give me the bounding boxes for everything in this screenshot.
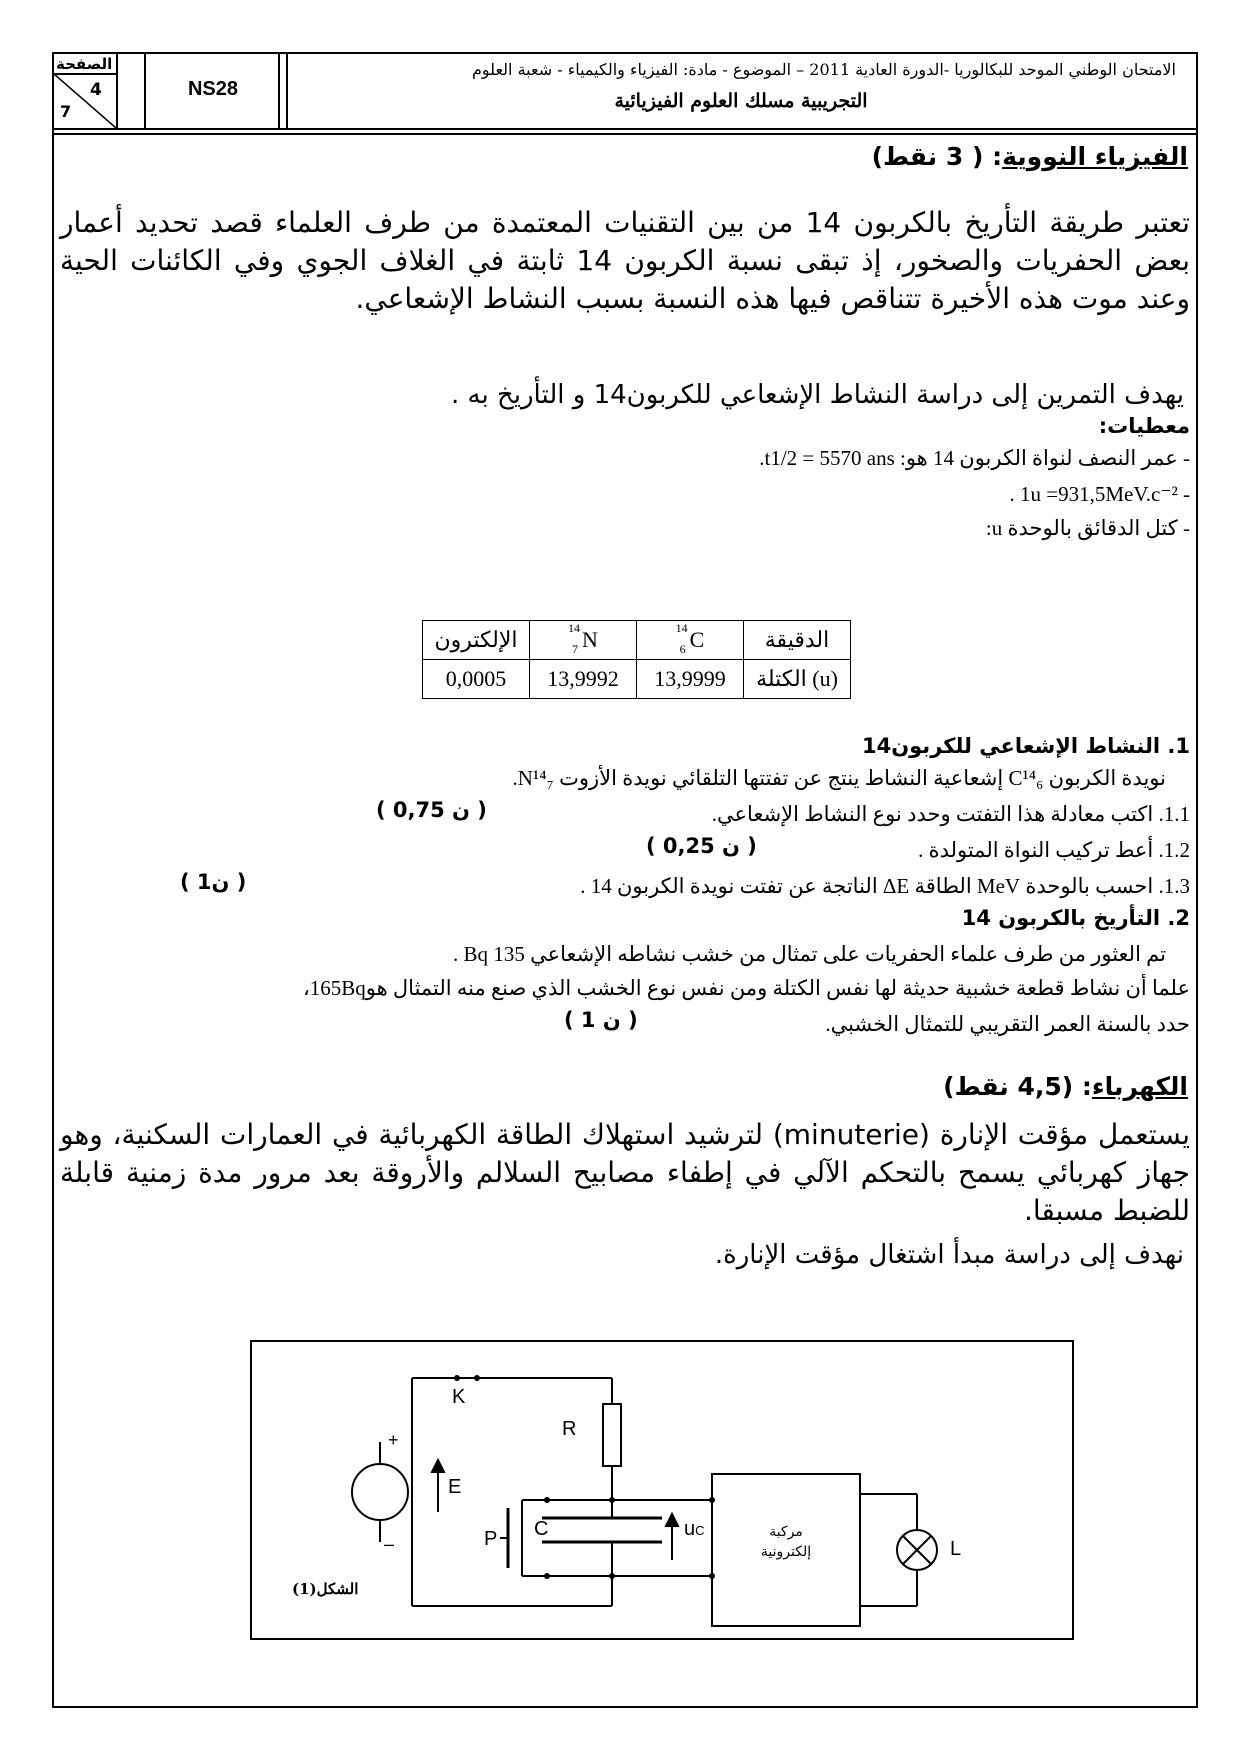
question-1-1: 1.1. اكتب معادلة هذا التفتت وحدد نوع النشاط الإشعاعي. bbox=[711, 802, 1190, 826]
nuclear-intro-2: يهدف التمرين إلى دراسة النشاط الإشعاعي للكربون14 و التأريخ به . bbox=[451, 380, 1184, 410]
electricity-section-title bbox=[943, 1072, 1188, 1101]
label-uc-main: u bbox=[684, 1518, 696, 1540]
page-number-box bbox=[54, 54, 118, 128]
q2-title: 2. التأريخ بالكربون 14 bbox=[961, 906, 1190, 930]
label-uc bbox=[684, 1518, 705, 1541]
module-label-1: مركبة bbox=[769, 1524, 803, 1540]
table-row bbox=[423, 621, 851, 660]
label-k: K bbox=[452, 1386, 466, 1408]
page-total: 7 bbox=[60, 102, 72, 121]
nuclear-section-title bbox=[872, 142, 1188, 171]
nitrogen-letter: N bbox=[582, 627, 598, 652]
nuclear-intro-1: تعتبر طريقة التأريخ بالكربون 14 من بين التقنيات المعتمدة من طرف العلماء قصد تحديد أعمار بعض الحفريات والصخور، إذ تبقى نسبة الكربون 14 ثابتة في الغلاف الجوي وفي الكائنات الحية وعند موت هذه الأخيرة تتناقص فيها هذه النسبة بسبب النشاط الإشعاعي. bbox=[60, 206, 1190, 315]
table-cell: الدقيقة bbox=[744, 621, 851, 660]
mass-table bbox=[422, 620, 851, 699]
electricity-title: الكهرباء bbox=[1091, 1072, 1188, 1101]
circuit-diagram bbox=[252, 1342, 1072, 1638]
header-rule-2 bbox=[54, 133, 1196, 135]
nitrogen-mass-number: 14 bbox=[568, 621, 581, 635]
question-1-2: 1.2. أعط تركيب النواة المتولدة . bbox=[918, 838, 1190, 862]
module-label-2: إلكترونية bbox=[760, 1544, 812, 1560]
label-p: P bbox=[484, 1528, 498, 1550]
nuclear-points: : ( 3 نقط) bbox=[871, 142, 1003, 171]
label-l: L bbox=[950, 1538, 962, 1560]
exam-code-box bbox=[144, 54, 280, 128]
question-1-3: 1.3. احسب بالوحدة MeV الطاقة ΔE الناتجة عن تفتت نويدة الكربون 14 . bbox=[580, 874, 1190, 898]
header bbox=[54, 54, 1196, 128]
node-dot bbox=[474, 1375, 480, 1381]
table-row bbox=[423, 660, 851, 699]
node-dot bbox=[609, 1497, 615, 1503]
page-label: الصفحة bbox=[56, 55, 113, 73]
q1-title: 1. النشاط الإشعاعي للكربون14 bbox=[861, 734, 1190, 758]
label-plus: + bbox=[388, 1430, 399, 1450]
exam-title-line2: التجريبية مسلك العلوم الفيزيائية bbox=[614, 90, 868, 112]
data-mass-unit: - 1u =931,5MeV.c⁻² . bbox=[1009, 482, 1190, 506]
resistor-r bbox=[603, 1404, 621, 1466]
label-c: C bbox=[534, 1518, 549, 1540]
table-cell: الإلكترون bbox=[423, 621, 530, 660]
carbon-atomic-number: 6 bbox=[679, 642, 686, 656]
table-cell: 13,9992 bbox=[530, 660, 637, 699]
question-1-1-points: ( 0,75 ن ) bbox=[376, 798, 487, 822]
nitrogen-atomic-number: 7 bbox=[572, 642, 579, 656]
carbon-letter: C bbox=[689, 627, 705, 652]
q2-line-1: تم العثور من طرف علماء الحفريات على تمثال من خشب نشاطه الإشعاعي 135 Bq . bbox=[453, 942, 1166, 966]
header-rule bbox=[54, 128, 1196, 130]
node-dot bbox=[609, 1573, 615, 1579]
q2-line-3: حدد بالسنة العمر التقريبي للتمثال الخشبي. bbox=[825, 1012, 1190, 1036]
question-1-3-points: ( 1ن ) bbox=[180, 870, 247, 894]
table-cell: 13,9999 bbox=[637, 660, 744, 699]
generator-e bbox=[352, 1464, 408, 1520]
data-masses-intro: - كتل الدقائق بالوحدة u: bbox=[985, 516, 1190, 540]
question-1-2-points: ( 0,25 ن ) bbox=[646, 834, 757, 858]
electricity-intro-1: يستعمل مؤقت الإنارة (minuterie) لترشيد استهلاك الطاقة الكهربائية في العمارات السكنية، وهو جهاز كهربائي يسمح بالتحكم الآلي في إطفاء مصابيح السلالم والأروقة بعد مرور مدة زمنية قابلة للضبط مسبقا. bbox=[60, 1118, 1190, 1227]
figure-caption: الشكل(1) bbox=[292, 1580, 359, 1598]
q2-points: ( 1 ن ) bbox=[564, 1008, 638, 1032]
node-dot bbox=[544, 1497, 550, 1503]
exam-title-box bbox=[286, 54, 1196, 128]
label-uc-sub: C bbox=[695, 1523, 705, 1538]
table-cell: 0,0005 bbox=[423, 660, 530, 699]
uc-arrow-head bbox=[666, 1514, 678, 1526]
node-dot bbox=[454, 1375, 460, 1381]
exam-page bbox=[52, 52, 1198, 1708]
node-dot bbox=[544, 1573, 550, 1579]
exam-code: NS28 bbox=[187, 78, 239, 100]
label-r: R bbox=[562, 1418, 577, 1440]
q1-intro: نويدة الكربون C¹⁴₆ إشعاعية النشاط ينتج عن تفتتها التلقائي نويدة الأزوت N¹⁴₇. bbox=[512, 766, 1166, 790]
electricity-points: : (4,5 نقط) bbox=[943, 1072, 1092, 1101]
page-number: 4 bbox=[90, 80, 102, 100]
exam-title-line1: الامتحان الوطني الموحد للبكالوريا -الدورة العادية 2011 – الموضوع - مادة: الفيزياء والكيمياء - شعبة العلوم bbox=[471, 60, 1176, 79]
label-minus: – bbox=[384, 1534, 395, 1554]
data-title: معطيات: bbox=[1098, 414, 1190, 438]
table-cell bbox=[637, 621, 744, 660]
electricity-intro-2: نهدف إلى دراسة مبدأ اشتغال مؤقت الإنارة. bbox=[714, 1240, 1184, 1270]
table-cell bbox=[530, 621, 637, 660]
node-dot bbox=[709, 1497, 715, 1503]
table-cell: الكتلة (u) bbox=[744, 660, 851, 699]
label-e: E bbox=[448, 1476, 462, 1498]
circuit-figure bbox=[250, 1340, 1074, 1640]
data-half-life: - عمر النصف لنواة الكربون 14 هو: t1/2 = 5570 ans. bbox=[759, 446, 1190, 470]
nuclear-title: الفيزياء النووية bbox=[1002, 142, 1188, 171]
nitrogen-symbol bbox=[568, 621, 598, 656]
e-arrow-head bbox=[432, 1460, 444, 1472]
carbon-symbol bbox=[675, 621, 705, 656]
carbon-mass-number: 14 bbox=[675, 621, 688, 635]
node-dot bbox=[709, 1573, 715, 1579]
q2-line-2: علما أن نشاط قطعة خشبية حديثة لها نفس الكتلة ومن نفس نوع الخشب الذي صنع منه التمثال هو165Bq، bbox=[302, 976, 1190, 1000]
